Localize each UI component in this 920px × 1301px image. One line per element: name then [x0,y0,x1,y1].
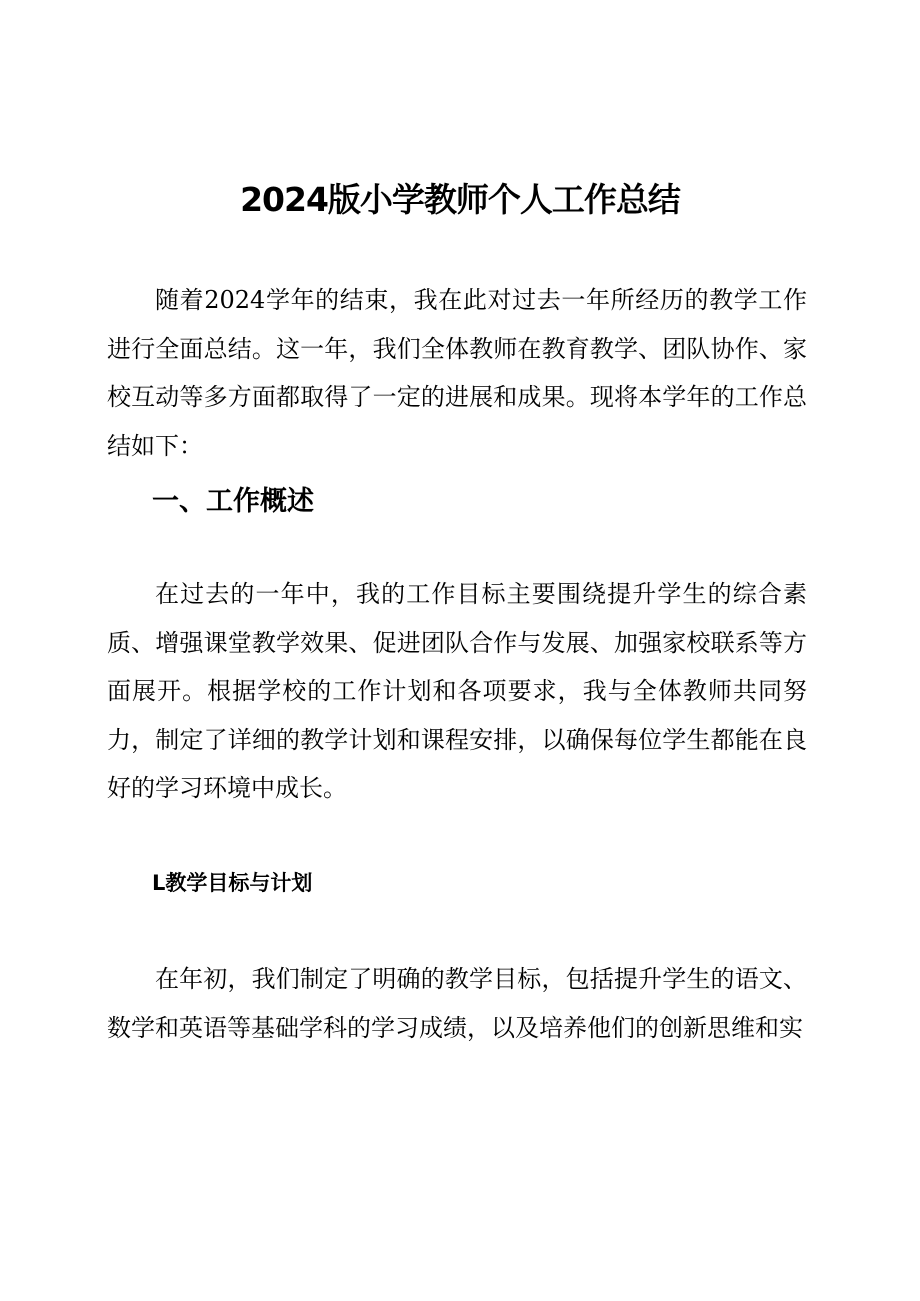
document-title: 2024版小学教师个人工作总结 [240,180,680,219]
overview-paragraph: 在过去的一年中，我的工作目标主要围绕提升学生的综合素质、增强课堂教学效果、促进团队合作与发展、加强家校联系等方面展开。根据学校的工作计划和各项要求，我与全体教师共同努力，制定了详细的教学计划和课程安排，以确保每位学生都能在良好的学习环境中成长。 [107,580,807,802]
section-heading-overview: 一、工作概述 [152,486,314,517]
intro-paragraph: 随着2024学年的结束，我在此对过去一年所经历的教学工作进行全面总结。这一年，我们全体教师在教育教学、团队协作、家校互动等多方面都取得了一定的进展和成果。现将本学年的工作总结如下： [107,286,807,460]
teaching-goals-paragraph: 在年初，我们制定了明确的教学目标，包括提升学生的语文、数学和英语等基础学科的学习成绩，以及培养他们的创新思维和实 [107,965,807,1042]
subsection-heading-teaching-goals: L教学目标与计划 [152,871,313,895]
